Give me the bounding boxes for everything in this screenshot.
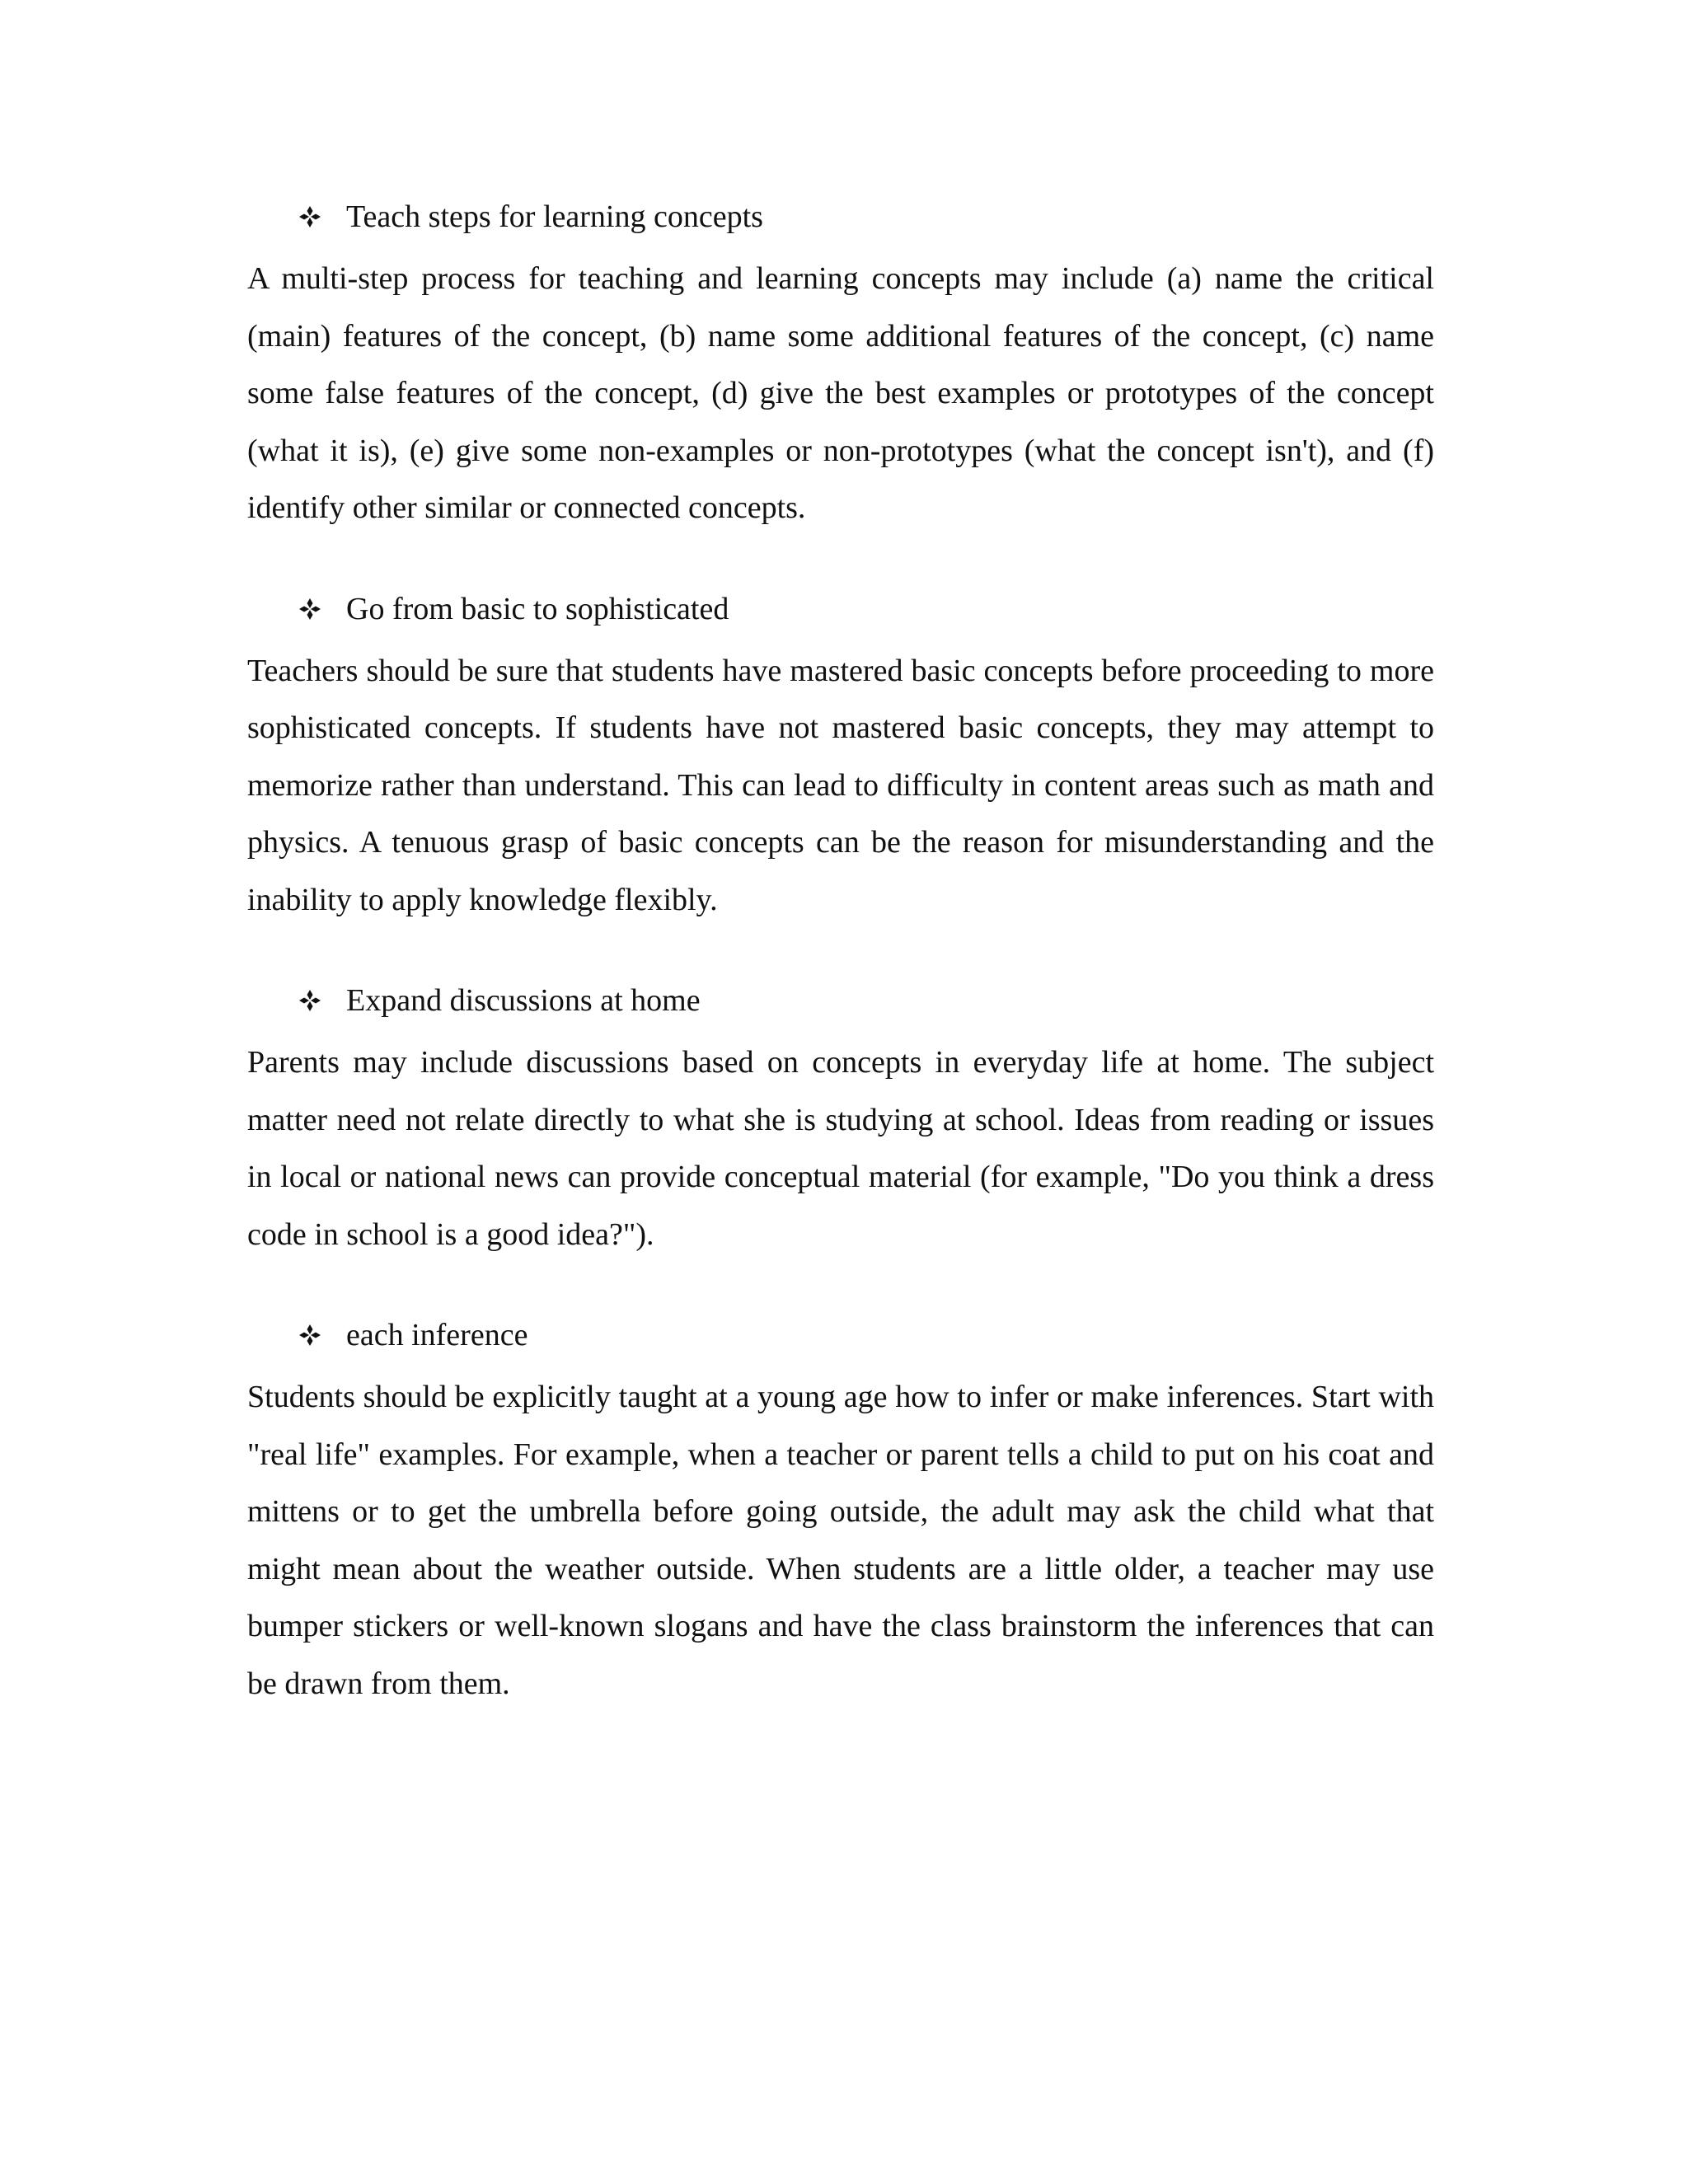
section-heading-text: Teach steps for learning concepts	[346, 199, 763, 234]
section-basic-to-sophisticated	[247, 580, 1434, 930]
section-expand-discussions	[247, 972, 1434, 1263]
document-content	[247, 188, 1434, 1755]
diamond-bullet-icon	[297, 1306, 323, 1364]
section-heading	[247, 188, 1434, 246]
diamond-bullet-icon	[297, 188, 323, 246]
section-paragraph: Students should be explicitly taught at a young age how to infer or make inferences. Start with "real life" examples. For example, when a teacher or parent tells a child to put on his coat and mittens or to get the umbrella before going outside, the adult may ask the child what that might mean about the weather outside. When students are a little older, a teacher may use bumper stickers or well-known slogans and have the class brainstorm the inferences that can be drawn from them.	[247, 1380, 1434, 1701]
section-heading	[247, 972, 1434, 1029]
diamond-bullet-icon	[297, 580, 323, 638]
section-paragraph: Parents may include discussions based on concepts in everyday life at home. The subject matter need not relate directly to what she is studying at school. Ideas from reading or issues in local or national news can provide conceptual material (for example, "Do you think a dress code in school is a good idea?").	[247, 1045, 1434, 1252]
diamond-bullet-icon	[297, 972, 323, 1029]
section-heading-text: Expand discussions at home	[346, 983, 701, 1018]
section-heading	[247, 1306, 1434, 1364]
section-paragraph: Teachers should be sure that students have mastered basic concepts before proceeding to more sophisticated concepts. If students have not mastered basic concepts, they may attempt to memorize rather than understand. This can lead to difficulty in content areas such as math and physics. A tenuous grasp of basic concepts can be the reason for misunderstanding and the inability to apply knowledge flexibly.	[247, 653, 1434, 917]
section-heading	[247, 580, 1434, 638]
section-teach-steps	[247, 188, 1434, 537]
section-heading-text: Go from basic to sophisticated	[346, 591, 729, 626]
section-each-inference	[247, 1306, 1434, 1713]
section-paragraph: A multi-step process for teaching and learning concepts may include (a) name the critical (main) features of the concept, (b) name some additional features of the concept, (c) name some false features of the concept, (d) give the best examples or prototypes of the concept (what it is), (e) give some non-examples or non-prototypes (what the concept isn't), and (f) identify other similar or connected concepts.	[247, 261, 1434, 525]
section-heading-text: each inference	[346, 1318, 528, 1352]
